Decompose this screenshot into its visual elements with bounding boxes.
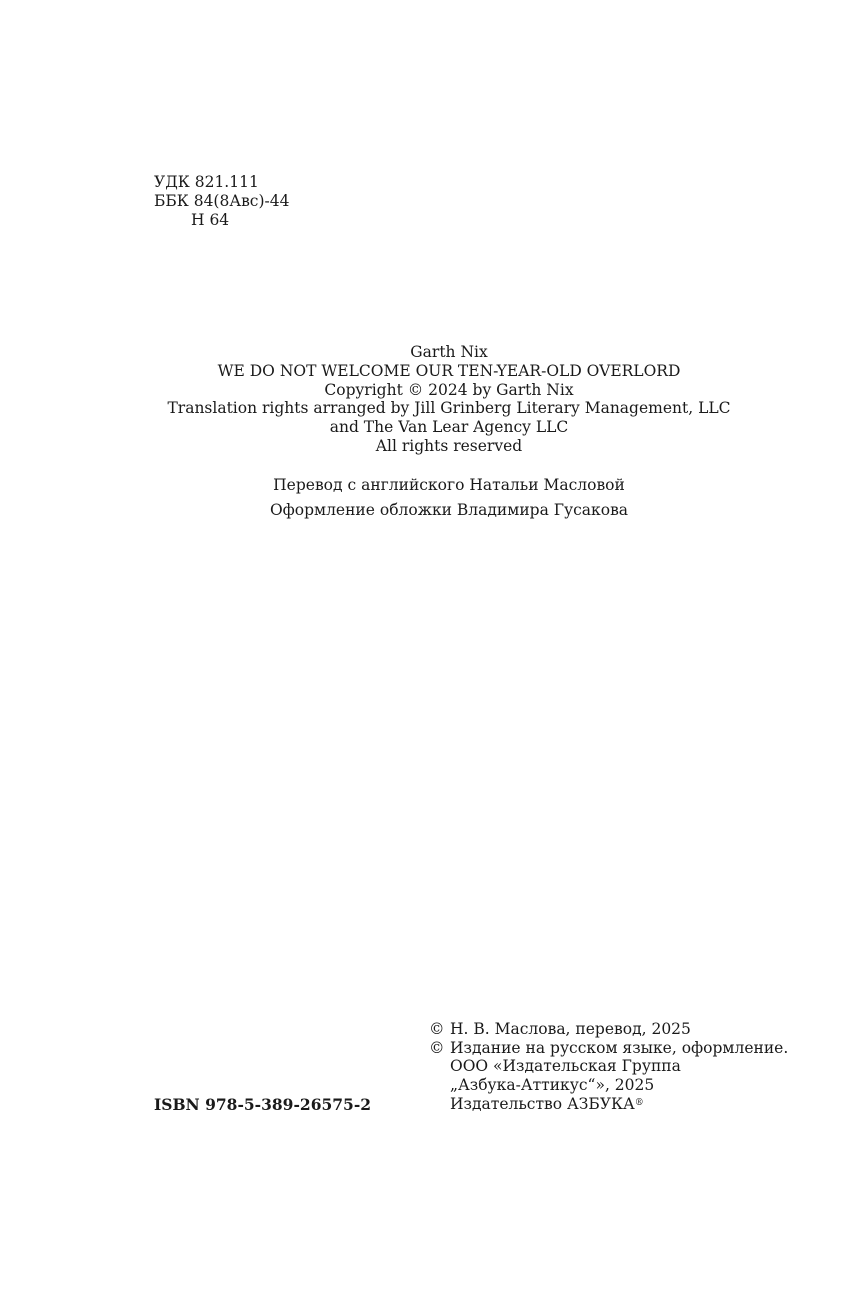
copyright-symbol: © <box>429 1020 445 1038</box>
all-rights-reserved: All rights reserved <box>375 436 523 455</box>
translation-rights-line-1: Translation rights arranged by Jill Grinberg Literary Management, LLC <box>167 399 731 418</box>
cover-design-credit: Оформление обложки Владимира Гусакова <box>269 501 629 519</box>
edition-publisher-line-1: ООО «Издательская Группа <box>450 1057 681 1076</box>
udk-code: УДК 821.111 <box>154 173 259 191</box>
publisher-name-text: Издательство АЗБУКА <box>450 1094 635 1113</box>
original-title: WE DO NOT WELCOME OUR TEN-YEAR-OLD OVERLORD <box>217 361 681 380</box>
edition-copyright-text: Издание на русском языке, оформление. <box>450 1038 789 1057</box>
translation-credits <box>0 473 856 523</box>
russian-copyright-block <box>429 1020 829 1114</box>
classification-codes <box>154 173 354 230</box>
bbk-code: ББК 84(8Авс)-44 <box>154 192 290 210</box>
author-name: Garth Nix <box>410 343 488 361</box>
publisher-name <box>429 1095 829 1114</box>
edition-copyright <box>429 1039 829 1058</box>
translation-rights-line-2: and The Van Lear Agency LLC <box>329 418 569 437</box>
copyright-symbol: © <box>429 1038 445 1057</box>
translator-credit: Перевод с английского Натальи Масловой <box>273 476 625 494</box>
original-copyright: Copyright © 2024 by Garth Nix <box>324 380 574 399</box>
isbn-number: ISBN 978-5-389-26575-2 <box>154 1095 372 1114</box>
translation-copyright <box>429 1020 829 1039</box>
edition-publisher-line-2: „Азбука-Аттикус“», 2025 <box>450 1076 655 1095</box>
registered-mark: ® <box>634 1097 644 1108</box>
original-credits <box>0 343 856 456</box>
translation-copyright-text: Н. В. Маслова, перевод, 2025 <box>450 1020 691 1038</box>
author-mark: Н 64 <box>191 211 230 229</box>
